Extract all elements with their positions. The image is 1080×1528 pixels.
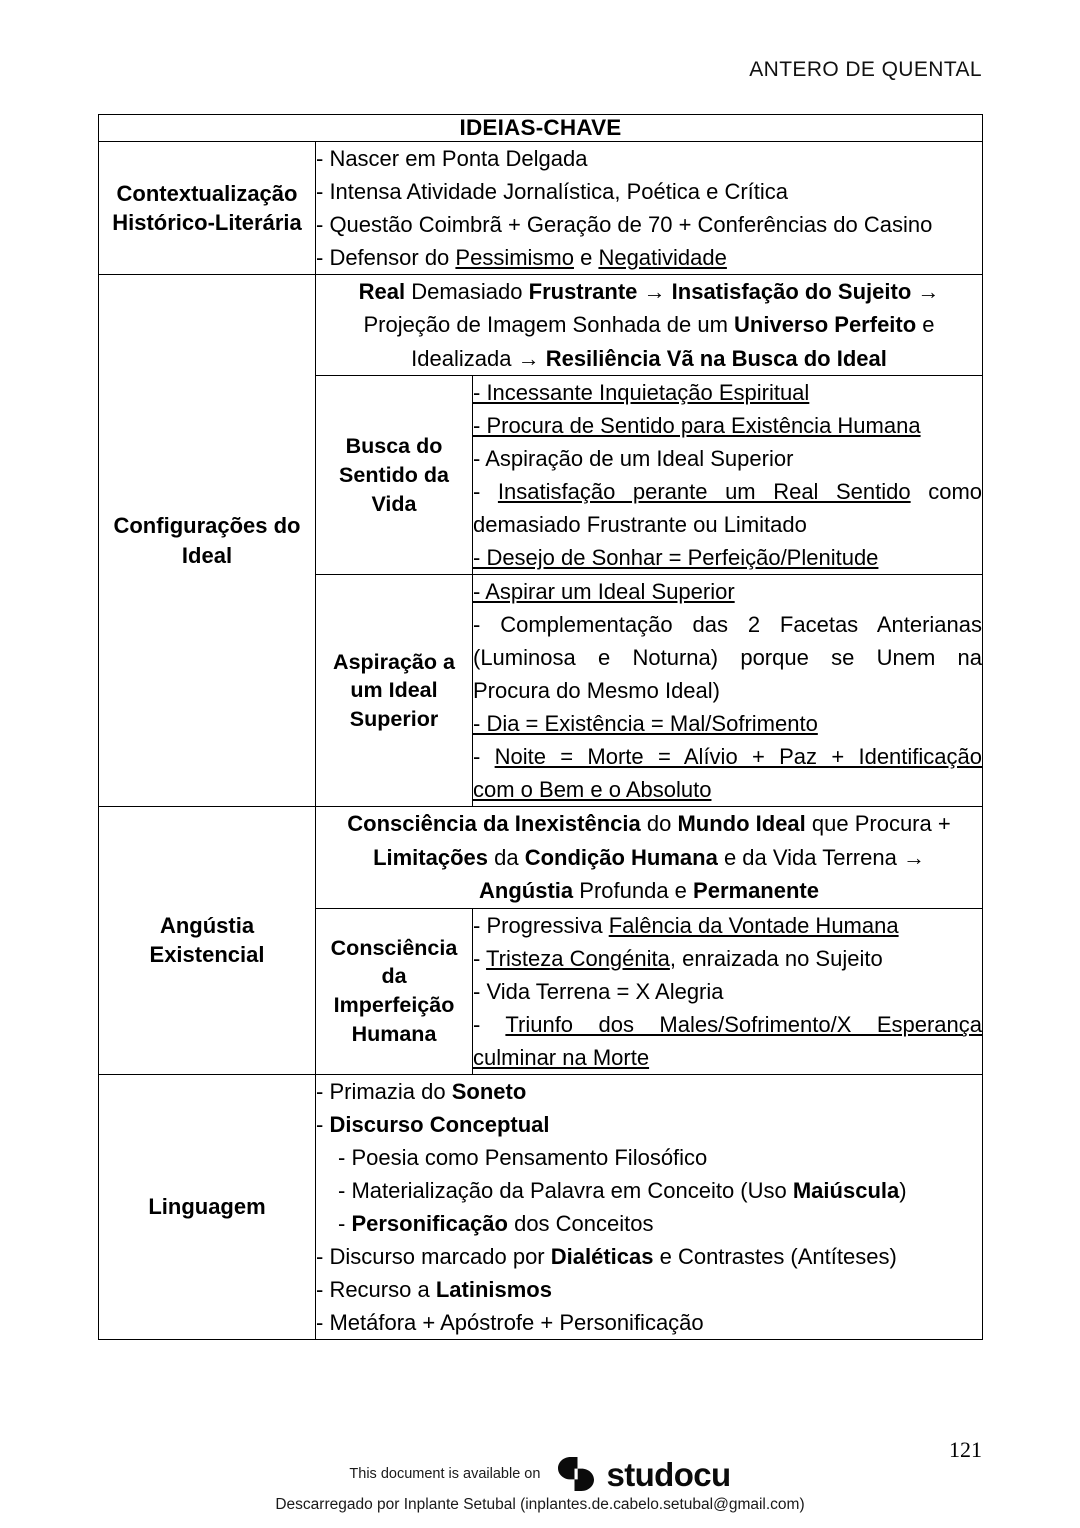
sub-label-line: Consciência <box>330 935 458 960</box>
plain-text: Profunda e <box>573 878 694 904</box>
configuracoes-intro <box>316 275 983 376</box>
plain-text: e da Vida Terrena <box>717 844 903 870</box>
bold-term: Angústia <box>479 878 574 904</box>
row-label-contextualizacao <box>99 142 316 275</box>
row-label-configuracoes <box>99 275 316 807</box>
underlined-term: Triunfo dos Males/Sofrimento/X Esperança <box>505 1011 983 1037</box>
sub-label-consciencia-imperfeicao <box>316 908 473 1074</box>
row-label-angustia-existencial <box>99 807 316 1074</box>
underlined-term: - Desejo de Sonhar = Perfeição/Plenitude <box>473 545 879 571</box>
bold-term: Insatisfação do Sujeito <box>671 279 912 304</box>
bullet-dash: - <box>338 1210 352 1236</box>
underlined-term: culminar na Morte <box>473 1044 650 1070</box>
bold-term: Limitações <box>373 844 488 870</box>
plain-text: e Contrastes (Antíteses) <box>653 1243 897 1269</box>
studocu-logo-icon <box>554 1452 598 1496</box>
bold-term: Discurso Conceptual <box>329 1111 550 1137</box>
plain-text: Demasiado <box>405 279 529 304</box>
sub-label-line: Imperfeição <box>333 993 455 1018</box>
angustia-intro <box>316 807 983 908</box>
bold-term: Maiúscula <box>792 1177 900 1203</box>
row-label-line: Configurações do <box>113 513 301 539</box>
plain-text: - Discurso marcado por <box>316 1243 551 1269</box>
underlined-term: com o Bem e o Absoluto <box>473 777 712 803</box>
bullet-item <box>316 1273 982 1306</box>
plain-text: Idealizada <box>411 345 518 371</box>
underlined-term: Noite = Morte = Alívio + Paz + Identificação <box>494 744 982 770</box>
bullet-item <box>473 942 982 975</box>
bullet-item <box>473 740 982 773</box>
bullet-item <box>473 541 982 574</box>
bullet-prefix: - Progressiva <box>473 912 609 938</box>
bullet-dash: - <box>473 744 481 770</box>
bullet-item <box>473 409 982 442</box>
bullet-item: - Complementação das 2 Facetas Anterianas <box>473 612 983 638</box>
bullet-dash: - <box>316 1111 330 1137</box>
sub-content-aspiracao-ideal-superior <box>473 575 983 807</box>
underlined-term: - Incessante Inquietação Espiritual <box>473 380 810 406</box>
studocu-logo-lockup <box>554 1452 730 1496</box>
sub-label-line: Busca do <box>345 434 443 459</box>
sub-label-line: Vida <box>371 491 417 516</box>
row-label-line: Contextualização <box>116 180 298 206</box>
availability-text: This document is available on <box>349 1466 541 1482</box>
bullet-item <box>316 1240 982 1273</box>
sub-label-busca-sentido-vida <box>316 376 473 575</box>
bold-term: Frustrante <box>528 279 638 304</box>
arrow-icon: → <box>637 279 672 304</box>
underlined-term: Insatisfação perante um Real Sentido <box>497 479 911 505</box>
intro-line <box>316 841 982 874</box>
plain-text: - Recurso a <box>316 1276 436 1302</box>
table-row <box>99 275 983 376</box>
bullet-sub-item <box>316 1174 982 1207</box>
bullet-item <box>316 241 982 274</box>
row-content-linguagem <box>316 1074 983 1339</box>
underlined-term: - Dia = Existência = Mal/Sofrimento <box>473 711 818 737</box>
bullet-dash: - <box>473 945 487 971</box>
bold-term: Universo Perfeito <box>734 312 917 338</box>
bullet-item <box>316 1108 982 1141</box>
bold-term: Condição Humana <box>524 844 718 870</box>
bullet-item: - Intensa Atividade Jornalística, Poética e Crítica <box>316 179 789 204</box>
sub-label-line: um Ideal <box>350 678 438 703</box>
underlined-term: Pessimismo <box>455 245 574 270</box>
sub-content-busca-sentido-vida <box>473 376 983 575</box>
bold-term: Dialéticas <box>550 1243 654 1269</box>
plain-text: da <box>488 844 525 870</box>
sub-label-line: Superior <box>349 707 439 732</box>
table-row <box>99 1074 983 1339</box>
table-row <box>99 142 983 275</box>
bold-term: Consciência da Inexistência <box>347 811 641 837</box>
bullet-item <box>473 376 982 409</box>
row-label-line: Ideal <box>181 542 233 568</box>
plain-text: e <box>916 312 935 338</box>
underlined-term: Negatividade <box>598 245 727 270</box>
underlined-term: - Procura de Sentido para Existência Humana <box>473 413 921 439</box>
bullet-item <box>316 1075 982 1108</box>
ideas-key-table <box>98 114 983 1340</box>
bullet-conjunction: e <box>573 245 599 270</box>
bold-term: Permanente <box>693 878 819 904</box>
bold-term: Real <box>358 279 406 304</box>
row-content-contextualizacao <box>316 142 983 275</box>
plain-text: do <box>640 811 678 837</box>
bullet-continuation <box>473 773 982 806</box>
table-title: IDEIAS-CHAVE <box>99 115 983 142</box>
plain-text: ) <box>899 1177 907 1203</box>
arrow-icon: → <box>911 279 940 304</box>
page-number: 121 <box>949 1437 982 1462</box>
sub-label-line: Aspiração a <box>333 649 455 674</box>
bullet-item: - Nascer em Ponta Delgada <box>316 146 588 171</box>
intro-line <box>316 874 982 907</box>
intro-line <box>316 308 982 341</box>
row-label-linguagem: Linguagem <box>99 1074 316 1339</box>
bullet-item <box>473 707 982 740</box>
bold-term: Mundo Ideal <box>677 811 806 837</box>
sub-content-consciencia-imperfeicao <box>473 908 983 1074</box>
bold-term: Soneto <box>451 1078 527 1104</box>
plain-text: dos Conceitos <box>507 1210 654 1236</box>
running-header-title: ANTERO DE QUENTAL <box>749 58 982 81</box>
bullet-prefix: - Defensor do <box>316 245 456 270</box>
plain-text: , enraizada no Sujeito <box>669 945 883 971</box>
intro-line <box>316 275 982 308</box>
intro-line <box>316 342 982 375</box>
bullet-item <box>473 575 982 608</box>
bold-term: Latinismos <box>435 1276 552 1302</box>
plain-text: como <box>928 479 983 505</box>
sub-label-line: Sentido da <box>339 462 449 487</box>
row-label-line: Histórico-Literária <box>112 210 302 235</box>
table-row <box>99 807 983 908</box>
bullet-item <box>473 1008 982 1041</box>
sub-label-line: da <box>381 964 407 989</box>
bullet-item: - Questão Coimbrã + Geração de 70 + Conferências do Casino <box>316 212 933 237</box>
underlined-term: - Aspirar um Ideal Superior <box>473 579 735 605</box>
row-label-line: Existencial <box>149 942 265 968</box>
bullet-continuation <box>473 1041 982 1074</box>
plain-text: Projeção de Imagem Sonhada de um <box>363 312 735 338</box>
bullet-continuation: demasiado Frustrante ou Limitado <box>473 512 807 538</box>
sub-label-line: Humana <box>351 1021 437 1046</box>
intro-line <box>316 807 982 840</box>
bullet-item <box>473 909 982 942</box>
bold-term: Resiliência Vã na Busca do Ideal <box>545 345 887 371</box>
bullet-item: - Metáfora + Apóstrofe + Personificação <box>316 1309 704 1335</box>
bullet-dash: - <box>473 1011 481 1037</box>
table-title-row <box>99 115 983 142</box>
row-label-line: Angústia <box>159 913 255 939</box>
bullet-continuation: Procura do Mesmo Ideal) <box>473 678 720 704</box>
bullet-dash: - <box>473 479 481 505</box>
underlined-term: Tristeza Congénita <box>486 945 670 971</box>
bold-term: Personificação <box>351 1210 508 1236</box>
ideas-key-table-wrapper <box>98 114 982 1340</box>
bullet-sub-item <box>316 1207 982 1240</box>
downloaded-by-watermark: Descarregado por Inplante Setubal (inplantes.de.cabelo.setubal@gmail.com) <box>275 1496 805 1513</box>
studocu-availability-banner <box>0 1452 1080 1496</box>
plain-text: que Procura + <box>805 811 951 837</box>
bullet-item: - Vida Terrena = X Alegria <box>473 978 724 1004</box>
plain-text: - Materialização da Palavra em Conceito (Uso <box>338 1177 793 1203</box>
bullet-continuation: (Luminosa e Noturna) porque se Unem na <box>473 645 983 671</box>
arrow-icon: → <box>902 844 925 870</box>
sub-label-aspiracao-ideal-superior <box>316 575 473 807</box>
arrow-icon: → <box>517 345 546 371</box>
underlined-term: Falência da Vontade Humana <box>608 912 899 938</box>
studocu-wordmark: studocu <box>606 1455 731 1493</box>
plain-text: - Primazia do <box>316 1078 452 1104</box>
bullet-item <box>473 475 982 508</box>
bullet-sub-item: - Poesia como Pensamento Filosófico <box>338 1144 708 1170</box>
bullet-item: - Aspiração de um Ideal Superior <box>473 446 794 472</box>
